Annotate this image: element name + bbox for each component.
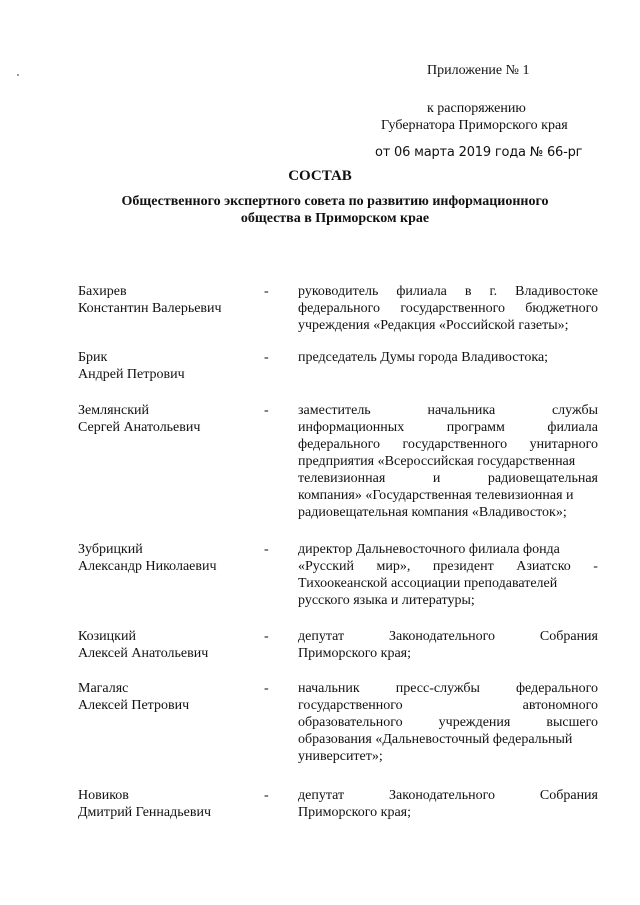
member-given-names: Андрей Петрович	[78, 367, 185, 382]
role-word: Собрания	[539, 788, 598, 803]
dash-separator: -	[264, 350, 269, 365]
subtitle-line: Общественного экспертного совета по развитию информационного	[121, 194, 549, 209]
member-surname: Бахирев	[78, 284, 127, 299]
member-given-names: Алексей Петрович	[78, 698, 190, 713]
role-word: Тихоокеанской ассоциации преподавателей	[298, 576, 558, 591]
role-word: филиала	[396, 284, 447, 299]
role-word: мир»,	[376, 559, 411, 574]
role-line	[298, 541, 598, 558]
member-name	[78, 680, 278, 714]
member-name	[78, 349, 278, 383]
role-word: начальник	[298, 681, 360, 696]
member-role	[298, 628, 598, 662]
member-name	[78, 283, 278, 317]
role-word: образовательного	[298, 715, 403, 730]
role-line	[298, 575, 598, 592]
role-word: и	[432, 471, 441, 486]
member-surname: Козицкий	[78, 629, 136, 644]
role-line	[298, 436, 598, 453]
document-title: СОСТАВ	[288, 168, 352, 184]
subtitle-line: общества в Приморском крае	[240, 211, 430, 226]
role-word: филиала	[547, 420, 598, 435]
dash-separator: -	[264, 542, 269, 557]
member-role	[298, 680, 598, 765]
role-word: бюджетного	[525, 301, 598, 316]
role-line	[298, 453, 598, 470]
appendix-label: Приложение № 1	[427, 63, 530, 78]
role-word: директор Дальневосточного филиала фонда	[298, 542, 560, 557]
role-line	[298, 748, 598, 765]
role-word: компания» «Государственная телевизионная и	[298, 488, 574, 503]
role-word: учреждения	[438, 715, 511, 730]
member-surname: Новиков	[78, 788, 129, 803]
member-surname: Землянский	[78, 403, 150, 418]
role-word: г.	[489, 284, 498, 299]
role-word: -	[593, 559, 598, 574]
role-line	[298, 628, 598, 645]
role-line	[298, 300, 598, 317]
role-line	[298, 558, 598, 575]
member-name	[78, 787, 278, 821]
member-given-names: Алексей Анатольевич	[78, 646, 209, 661]
role-line	[298, 592, 598, 609]
role-word: автономного	[522, 698, 598, 713]
role-line	[298, 697, 598, 714]
role-line	[298, 504, 598, 521]
member-role	[298, 402, 598, 521]
role-word: «Русский	[298, 559, 354, 574]
role-line	[298, 731, 598, 748]
member-role	[298, 283, 598, 334]
role-word: Законодательного	[389, 629, 495, 644]
member-surname: Брик	[78, 350, 108, 365]
role-word: федерального	[298, 301, 381, 316]
role-word: предприятия «Всероссийская государственная	[298, 454, 576, 469]
dash-separator: -	[264, 681, 269, 696]
dash-separator: -	[264, 629, 269, 644]
member-given-names: Александр Николаевич	[78, 559, 217, 574]
order-date-number: от 06 марта 2019 года № 66-рг	[375, 145, 583, 160]
order-reference-line1: к распоряжению	[427, 101, 526, 116]
dash-separator: -	[264, 403, 269, 418]
role-word: пресс-службы	[395, 681, 480, 696]
role-word: федерального	[298, 437, 381, 452]
role-line	[298, 680, 598, 697]
role-word: Владивостоке	[515, 284, 598, 299]
role-word: русского языка и литературы;	[298, 593, 475, 608]
role-word: информационных	[298, 420, 405, 435]
role-word: президент	[432, 559, 494, 574]
role-word: федерального	[515, 681, 598, 696]
role-word: в	[464, 284, 472, 299]
role-word: председатель Думы города Владивостока;	[298, 350, 549, 365]
order-reference-line2: Губернатора Приморского края	[381, 118, 568, 133]
role-word: депутат	[298, 629, 345, 644]
role-word: учреждения «Редакция «Российской газеты»;	[298, 318, 569, 333]
role-word: унитарного	[529, 437, 598, 452]
role-line	[298, 787, 598, 804]
role-word: руководитель	[298, 284, 379, 299]
role-line	[298, 283, 598, 300]
member-name	[78, 628, 278, 662]
role-line	[298, 714, 598, 731]
role-line	[298, 402, 598, 419]
role-word: службы	[551, 403, 598, 418]
role-word: Собрания	[539, 629, 598, 644]
member-given-names: Дмитрий Геннадьевич	[78, 805, 211, 820]
role-word: Приморского края;	[298, 646, 412, 661]
role-word: университет»;	[298, 749, 383, 764]
role-word: государственного	[298, 698, 403, 713]
role-line	[298, 317, 598, 334]
role-word: радиовещательная	[487, 471, 598, 486]
role-word: высшего	[546, 715, 598, 730]
role-word: заместитель	[298, 403, 371, 418]
role-word: программ	[446, 420, 505, 435]
role-word: радиовещательная компания «Владивосток»;	[298, 505, 567, 520]
dash-separator: -	[264, 788, 269, 803]
dash-separator: -	[264, 284, 269, 299]
role-word: Законодательного	[389, 788, 495, 803]
member-name	[78, 541, 278, 575]
member-surname: Магаляс	[78, 681, 129, 696]
member-role	[298, 787, 598, 821]
scan-speck	[17, 74, 19, 76]
role-line	[298, 470, 598, 487]
role-line	[298, 804, 598, 821]
role-line	[298, 349, 598, 366]
role-word: депутат	[298, 788, 345, 803]
role-word: Азиатско	[516, 559, 571, 574]
role-line	[298, 645, 598, 662]
role-line	[298, 419, 598, 436]
member-name	[78, 402, 278, 436]
role-word: государственного	[402, 437, 508, 452]
member-given-names: Сергей Анатольевич	[78, 420, 201, 435]
member-surname: Зубрицкий	[78, 542, 143, 557]
member-role	[298, 349, 598, 366]
role-word: начальника	[427, 403, 496, 418]
role-word: государственного	[400, 301, 505, 316]
document-subtitle	[95, 193, 575, 227]
role-line	[298, 487, 598, 504]
role-word: Приморского края;	[298, 805, 412, 820]
role-word: телевизионная	[298, 471, 386, 486]
role-word: образования «Дальневосточный федеральный	[298, 732, 573, 747]
member-given-names: Константин Валерьевич	[78, 301, 222, 316]
member-role	[298, 541, 598, 609]
